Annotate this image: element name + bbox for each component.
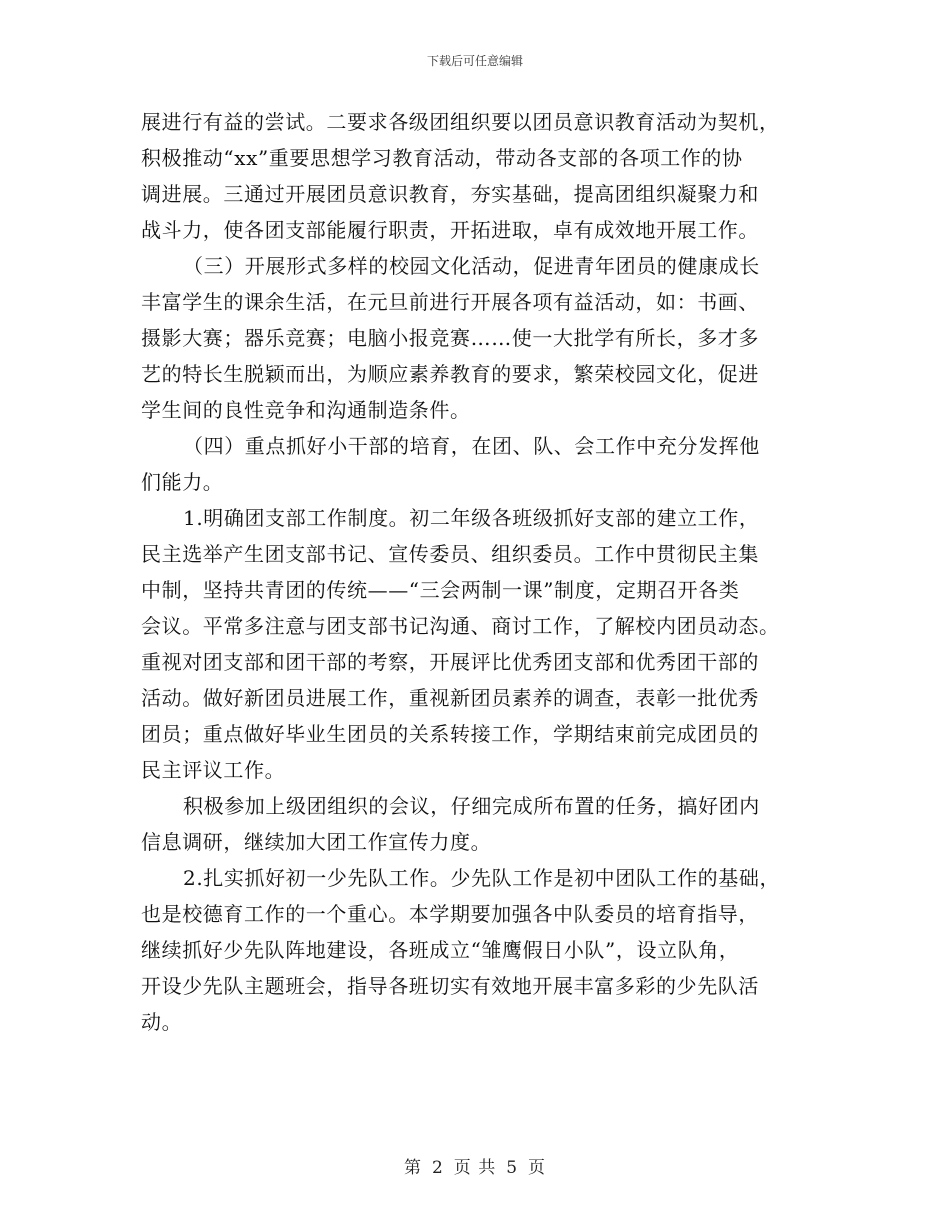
text-line: （三）开展形式多样的校园文化活动，促进青年团员的健康成长: [183, 254, 760, 278]
text-line: 信息调研，继续加大团工作宣传力度。: [141, 830, 492, 854]
text-line: 艺的特长生脱颖而出，为顺应素养教育的要求，繁荣校园文化，促进: [141, 362, 759, 386]
text-line: 民主评议工作。: [141, 758, 286, 782]
text-line: 民主选举产生团支部书记、宣传委员、组织委员。工作中贯彻民主集: [141, 542, 759, 566]
paragraph: [141, 500, 816, 788]
text-line: 也是校德育工作的一个重心。本学期要加强各中队委员的培育指导，: [141, 902, 759, 926]
text-line: 团员；重点做好毕业生团员的关系转接工作，学期结束前完成团员的: [141, 722, 759, 746]
paragraph: [141, 788, 816, 860]
text-line: 战斗力，使各团支部能履行职责，开拓进取，卓有成效地开展工作。: [141, 218, 759, 242]
text-line: 学生间的良性竞争和沟通制造条件。: [141, 398, 471, 422]
text-line: 丰富学生的课余生活，在元旦前进行开展各项有益活动，如：书画、: [141, 290, 759, 314]
paragraph: [141, 860, 816, 1040]
text-line: 调进展。三通过开展团员意识教育，夯实基础，提高团组织凝聚力和: [141, 182, 759, 206]
text-line: 开设少先队主题班会，指导各班切实有效地开展丰富多彩的少先队活: [141, 974, 759, 998]
page-number-middle: 页 共: [453, 1158, 497, 1178]
paragraph: [141, 248, 816, 428]
text-line: 2.扎实抓好初一少先队工作。少先队工作是初中团队工作的基础，: [183, 866, 781, 890]
text-line: 中制，坚持共青团的传统——“三会两制一课”制度，定期召开各类: [141, 578, 740, 602]
page-number-suffix: 页: [528, 1158, 547, 1178]
text-line: 们能力。: [141, 470, 224, 494]
page-number-prefix: 第: [403, 1158, 422, 1178]
text-line: 摄影大赛；器乐竞赛；电脑小报竞赛……使一大批学有所长，多才多: [141, 326, 759, 350]
text-line: （四）重点抓好小干部的培育，在团、队、会工作中充分发挥他: [183, 434, 760, 458]
text-line: 活动。做好新团员进展工作，重视新团员素养的调查，表彰一批优秀: [141, 686, 759, 710]
total-page-count: 5: [506, 1158, 519, 1178]
text-line: 1.明确团支部工作制度。初二年级各班级抓好支部的建立工作，: [183, 506, 760, 530]
text-line: 积极参加上级团组织的会议，仔细完成所布置的任务，搞好团内: [183, 794, 760, 818]
current-page-number: 2: [431, 1158, 444, 1178]
paragraph: [141, 104, 816, 248]
document-body: [141, 104, 816, 1040]
page-header: 下载后可任意编辑: [426, 54, 523, 68]
text-line: 重视对团支部和团干部的考察，开展评比优秀团支部和优秀团干部的: [141, 650, 759, 674]
text-line: 会议。平常多注意与团支部书记沟通、商讨工作，了解校内团员动态。: [141, 614, 780, 638]
text-line: 动。: [141, 1010, 183, 1034]
paragraph: [141, 428, 816, 500]
text-line: 继续抓好少先队阵地建设，各班成立“雏鹰假日小队”，设立队角，: [141, 938, 740, 962]
page-footer: [0, 1153, 950, 1178]
text-line: 展进行有益的尝试。二要求各级团组织要以团员意识教育活动为契机，: [141, 110, 780, 134]
text-line: 积极推动“xx”重要思想学习教育活动，带动各支部的各项工作的协: [141, 146, 743, 170]
